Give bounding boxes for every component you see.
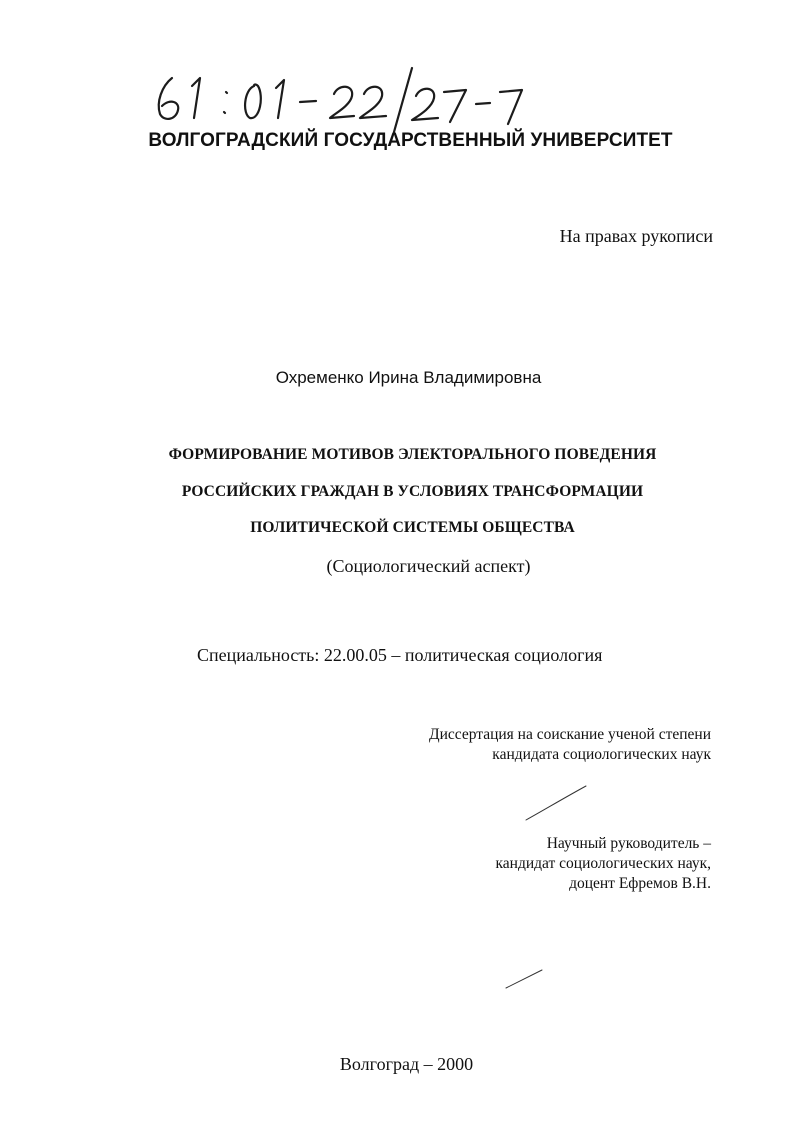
city-year: Волгоград – 2000 bbox=[339, 1054, 474, 1074]
title-line-1: ФОРМИРОВАНИЕ МОТИВОВ ЭЛЕКТОРАЛЬНОГО ПОВЕДЕНИЯ bbox=[168, 446, 657, 463]
rights-note: На правах рукописи bbox=[559, 226, 713, 246]
advisor-line-3: доцент Ефремов В.Н. bbox=[569, 875, 711, 892]
speciality: Специальность: 22.00.05 – политическая социология bbox=[197, 645, 603, 665]
advisor-line-2: кандидат социологических наук, bbox=[495, 855, 711, 872]
dissertation-line-2: кандидата социологических наук bbox=[492, 746, 711, 763]
signature-stroke bbox=[524, 784, 588, 827]
title-line-2: РОССИЙСКИХ ГРАЖДАН В УСЛОВИЯХ ТРАНСФОРМАЦИИ bbox=[181, 483, 644, 500]
author-name: Охременко Ирина Владимировна bbox=[275, 368, 542, 387]
dissertation-note bbox=[429, 725, 711, 765]
title-line-3: ПОЛИТИЧЕСКОЙ СИСТЕМЫ ОБЩЕСТВА bbox=[250, 519, 575, 536]
signature-stroke bbox=[504, 968, 544, 995]
handwritten-archive-code bbox=[150, 66, 540, 134]
advisor-line-1: Научный руководитель – bbox=[546, 835, 711, 852]
title-aspect: (Социологический аспект) bbox=[326, 556, 531, 576]
advisor-note bbox=[495, 834, 711, 894]
dissertation-line-1: Диссертация на соискание ученой степени bbox=[429, 726, 711, 743]
university-name: ВОЛГОГРАДСКИЙ ГОСУДАРСТВЕННЫЙ УНИВЕРСИТЕТ bbox=[148, 130, 673, 151]
